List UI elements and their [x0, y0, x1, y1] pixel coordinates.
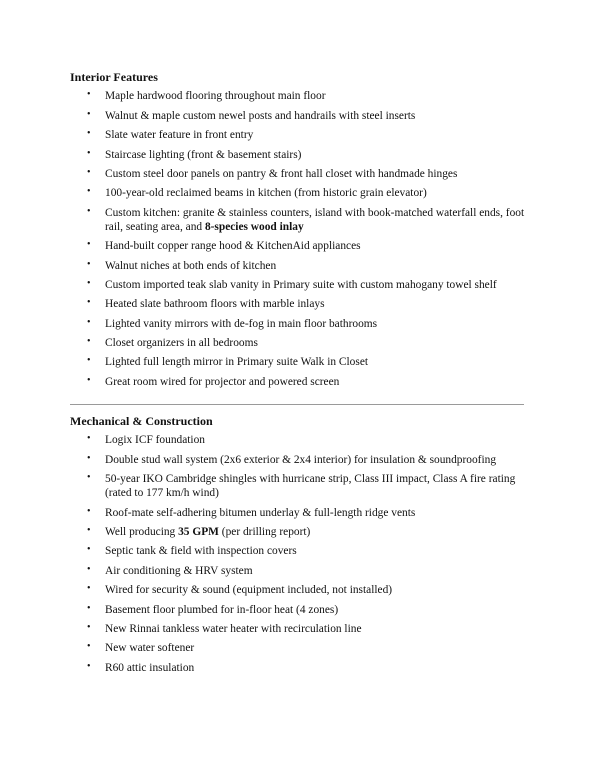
list-item-text: Logix ICF foundation: [105, 434, 205, 447]
section-mechanical-construction: [70, 414, 530, 675]
list-item-text: Custom kitchen: granite & stainless counters, island with book-matched waterfall ends, foot rail, seating area, and: [105, 206, 525, 233]
bullet-icon: •: [87, 205, 91, 217]
list-item: [70, 544, 530, 558]
bullet-icon: •: [87, 621, 91, 633]
list-item-text: Closet organizers in all bedrooms: [105, 337, 258, 350]
list-item-text: Walnut niches at both ends of kitchen: [105, 259, 277, 272]
list-item-text: Roof-mate self-adhering bitumen underlay & full-length ridge vents: [105, 506, 416, 519]
list-item: [70, 453, 530, 467]
section-divider: [70, 404, 524, 405]
list-item-text: 100-year-old reclaimed beams in kitchen (from historic grain elevator): [105, 187, 427, 200]
section-title: Mechanical & Construction: [70, 414, 213, 428]
list-item-text: Great room wired for projector and powered screen: [105, 375, 340, 388]
bullet-icon: •: [87, 641, 91, 653]
list-item-text: Wired for security & sound (equipment included, not installed): [105, 584, 393, 597]
list-item-text: Double stud wall system (2x6 exterior & 2x4 interior) for insulation & soundproofing: [105, 453, 497, 466]
list-item: [70, 148, 530, 162]
list-item: [70, 239, 530, 253]
bullet-icon: •: [87, 452, 91, 464]
list-item: [70, 317, 530, 331]
bullet-icon: •: [87, 374, 91, 386]
list-item: [70, 355, 530, 369]
list-item-text: (per drilling report): [218, 525, 311, 538]
list-item: [70, 186, 530, 200]
section-title: Interior Features: [70, 70, 158, 84]
bullet-icon: •: [87, 660, 91, 672]
list-item: [70, 206, 530, 234]
list-item-text: Staircase lighting (front & basement stairs): [105, 148, 302, 161]
list-item-text: Basement floor plumbed for in-floor heat (4 zones): [105, 603, 339, 616]
list-item-text: New Rinnai tankless water heater with recirculation line: [105, 622, 362, 635]
bullet-icon: •: [87, 258, 91, 270]
bullet-icon: •: [87, 602, 91, 614]
list-item: [70, 259, 530, 273]
list-item: [70, 109, 530, 123]
list-item: [70, 564, 530, 578]
bullet-icon: •: [87, 355, 91, 367]
list-item: [70, 641, 530, 655]
bullet-icon: •: [87, 297, 91, 309]
bullet-icon: •: [87, 277, 91, 289]
bullet-icon: •: [87, 128, 91, 140]
bullet-icon: •: [87, 108, 91, 120]
list-item: [70, 433, 530, 447]
list-item: [70, 506, 530, 520]
feature-list: [70, 89, 530, 388]
bullet-icon: •: [87, 505, 91, 517]
list-item-bold-text: 35 GPM: [178, 525, 219, 538]
bullet-icon: •: [87, 433, 91, 445]
list-item-text: Custom steel door panels on pantry & front hall closet with handmade hinges: [105, 167, 458, 180]
bullet-icon: •: [87, 524, 91, 536]
list-item-text: Slate water feature in front entry: [105, 129, 254, 142]
bullet-icon: •: [87, 563, 91, 575]
list-item-text: Air conditioning & HRV system: [105, 564, 253, 577]
list-item: [70, 622, 530, 636]
bullet-icon: •: [87, 89, 91, 101]
list-item-text: Hand-built copper range hood & KitchenAid appliances: [105, 240, 361, 253]
list-item: [70, 603, 530, 617]
list-item: [70, 278, 530, 292]
list-item-text: New water softener: [105, 642, 195, 655]
list-item-text: Maple hardwood flooring throughout main floor: [105, 90, 326, 103]
bullet-icon: •: [87, 316, 91, 328]
bullet-icon: •: [87, 166, 91, 178]
feature-list: [70, 433, 530, 674]
list-item-text: Lighted full length mirror in Primary suite Walk in Closet: [105, 356, 369, 369]
list-item: [70, 297, 530, 311]
list-item: [70, 128, 530, 142]
list-item-text: 50-year IKO Cambridge shingles with hurricane strip, Class III impact, Class A fire rating (rated to 177 km/h wind): [105, 473, 516, 500]
list-item: [70, 583, 530, 597]
bullet-icon: •: [87, 239, 91, 251]
list-item: [70, 525, 530, 539]
bullet-icon: •: [87, 147, 91, 159]
list-item-text: Lighted vanity mirrors with de-fog in main floor bathrooms: [105, 317, 378, 330]
list-item: [70, 167, 530, 181]
section-interior-features: [70, 70, 530, 389]
list-item-text: Well producing: [105, 525, 179, 538]
list-item-text: R60 attic insulation: [105, 661, 195, 674]
bullet-icon: •: [87, 544, 91, 556]
list-item: [70, 472, 530, 500]
list-item: [70, 89, 530, 103]
list-item-text: Custom imported teak slab vanity in Primary suite with custom mahogany towel shelf: [105, 278, 497, 291]
list-item-bold-text: 8-species wood inlay: [204, 220, 304, 233]
list-item: [70, 375, 530, 389]
list-item-text: Walnut & maple custom newel posts and handrails with steel inserts: [105, 109, 416, 122]
bullet-icon: •: [87, 186, 91, 198]
bullet-icon: •: [87, 583, 91, 595]
bullet-icon: •: [87, 472, 91, 484]
bullet-icon: •: [87, 336, 91, 348]
list-item: [70, 661, 530, 675]
list-item-text: Septic tank & field with inspection covers: [105, 545, 297, 558]
list-item-text: Heated slate bathroom floors with marble inlays: [105, 298, 325, 311]
list-item: [70, 336, 530, 350]
